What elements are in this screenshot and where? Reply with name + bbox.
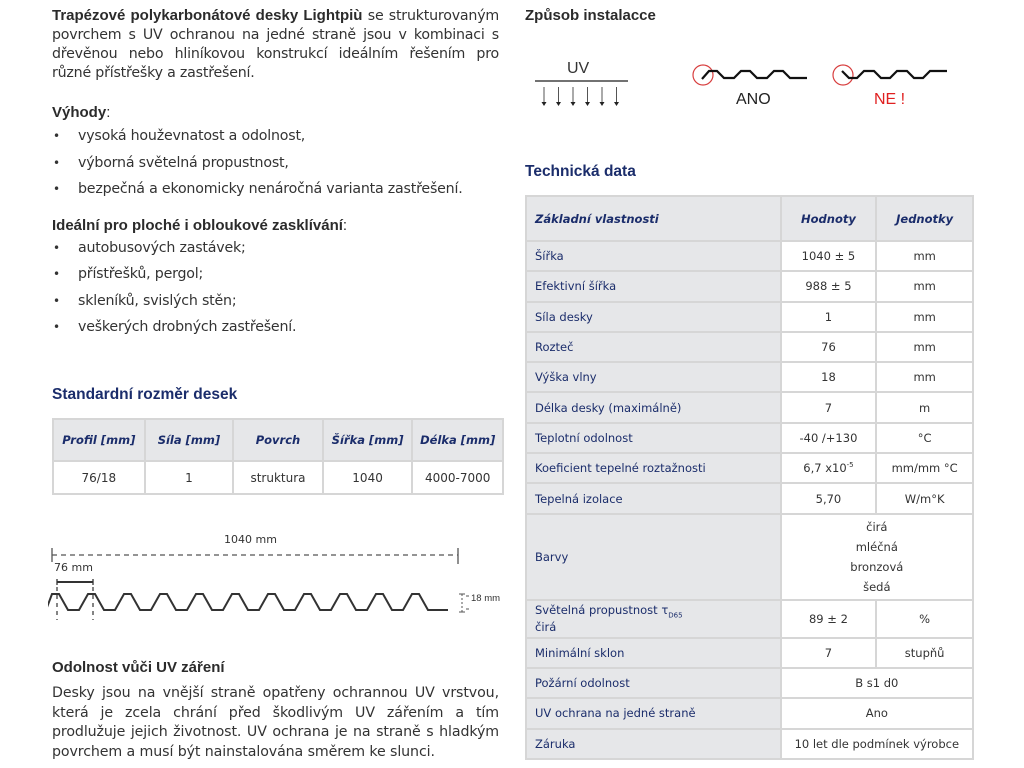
profile-drawing	[48, 530, 508, 620]
property-label: Síla desky	[526, 302, 781, 332]
property-value: 988 ± 5	[781, 271, 877, 301]
advantages-list	[52, 123, 499, 203]
property-value: Ano	[781, 698, 973, 728]
table-row	[526, 514, 973, 600]
property-unit: mm	[876, 332, 973, 362]
table-cell: 1	[145, 461, 234, 494]
table-header-row	[526, 196, 973, 241]
property-value: 1040 ± 5	[781, 241, 877, 271]
property-label: Minimální sklon	[526, 638, 781, 668]
table-header-row	[53, 419, 503, 461]
table-row	[526, 332, 973, 362]
table-row	[526, 302, 973, 332]
property-label: Rozteč	[526, 332, 781, 362]
property-label: Šířka	[526, 241, 781, 271]
table-row	[526, 729, 973, 759]
table-cell: 4000-7000	[412, 461, 503, 494]
property-unit: °C	[876, 423, 973, 453]
property-value: 7	[781, 392, 877, 422]
property-label: Požární odolnost	[526, 668, 781, 698]
list-item: • skleníků, svislých stěn;	[52, 288, 499, 315]
column-header: Jednotky	[876, 196, 973, 241]
property-unit: mm/mm °C	[876, 453, 973, 483]
uv-resistance-title: Odolnost vůči UV záření	[52, 659, 225, 676]
table-row	[526, 698, 973, 728]
correct-orientation-icon	[690, 62, 815, 92]
color-option: mléčná	[855, 539, 898, 554]
property-value: 89 ± 2	[781, 600, 877, 638]
intro-product-name: Trapézové polykarbonátové desky Lightpiù	[52, 7, 363, 24]
column-header: Šířka [mm]	[323, 419, 413, 461]
uv-ray-arrowhead	[542, 102, 547, 106]
column-header: Síla [mm]	[145, 419, 234, 461]
uv-ray-arrowhead	[600, 102, 605, 106]
list-item: • vysoká houževnatost a odolnost,	[52, 123, 499, 150]
property-unit: mm	[876, 362, 973, 392]
property-value: 5,70	[781, 483, 877, 513]
table-cell: struktura	[233, 461, 323, 494]
total-width-label: 1040 mm	[224, 533, 277, 546]
color-option: čirá	[866, 519, 888, 534]
property-value: 18	[781, 362, 877, 392]
table-row	[526, 392, 973, 422]
property-label: UV ochrana na jedné straně	[526, 698, 781, 728]
incorrect-install-diagram	[830, 62, 955, 112]
property-value: -40 /+130	[781, 423, 877, 453]
intro-text: se strukturovaným povrchem s UV ochranou na jedné straně jsou v kombinaci s dřevěnou nebo hliníkovou konstrukcí ideálním řešením pro různé přístřešky a zastřešení.	[52, 8, 500, 81]
list-item: • autobusových zastávek;	[52, 235, 499, 262]
property-unit: %	[876, 600, 973, 638]
pitch-label: 76 mm	[54, 561, 93, 574]
property-label: Záruka	[526, 729, 781, 759]
no-label: NE !	[874, 91, 906, 108]
technical-data-table	[525, 195, 974, 760]
left-column	[52, 6, 499, 341]
property-label: Tepelná izolace	[526, 483, 781, 513]
column-header: Hodnoty	[781, 196, 877, 241]
property-value: B s1 d0	[781, 668, 973, 698]
table-row	[53, 461, 503, 494]
table-row	[526, 362, 973, 392]
standard-size-table	[52, 418, 504, 495]
advantages-heading: Výhody:	[52, 104, 111, 121]
property-unit: W/m°K	[876, 483, 973, 513]
property-unit: stupňů	[876, 638, 973, 668]
property-label: Výška vlny	[526, 362, 781, 392]
property-unit: m	[876, 392, 973, 422]
property-value: 7	[781, 638, 877, 668]
column-header: Povrch	[233, 419, 323, 461]
uv-ray-arrowhead	[614, 102, 619, 106]
column-header: Profil [mm]	[53, 419, 145, 461]
property-label: Efektivní šířka	[526, 271, 781, 301]
intro-paragraph	[52, 6, 499, 83]
property-label: Délka desky (maximálně)	[526, 392, 781, 422]
table-row	[526, 483, 973, 513]
corrugated-profile-icon	[48, 530, 508, 620]
uv-ray-arrowhead	[571, 102, 576, 106]
technical-data-title: Technická data	[525, 163, 636, 180]
property-label: Světelná propustnost $\tau_{D65}$ čirá	[526, 600, 781, 638]
height-label: 18 mm	[471, 593, 501, 604]
property-value: 1	[781, 302, 877, 332]
ideal-heading: Ideální pro ploché i obloukové zasklívání:	[52, 216, 348, 234]
list-item: • bezpečná a ekonomicky nenáročná varianta zastřešení.	[52, 176, 499, 203]
table-cell: 76/18	[53, 461, 145, 494]
table-row	[526, 638, 973, 668]
property-value: 76	[781, 332, 877, 362]
table-row	[526, 241, 973, 271]
uv-ray-arrowhead	[585, 102, 590, 106]
uv-label: UV	[567, 60, 590, 77]
ideal-list	[52, 235, 499, 341]
color-values	[781, 514, 973, 600]
yes-label: ANO	[736, 91, 771, 108]
uv-rays-icon	[533, 58, 633, 113]
property-value: 10 let dle podmínek výrobce	[781, 729, 973, 759]
property-label: Koeficient tepelné roztažnosti	[526, 453, 781, 483]
table-row	[526, 453, 973, 483]
property-label: Barvy	[526, 514, 781, 600]
uv-diagram	[533, 58, 633, 113]
table-row	[526, 600, 973, 638]
list-item: • výborná světelná propustnost,	[52, 150, 499, 177]
list-item: • přístřešků, pergol;	[52, 261, 499, 288]
table-cell: 1040	[323, 461, 413, 494]
installation-title: Způsob instalacce	[525, 7, 656, 24]
property-unit: mm	[876, 271, 973, 301]
table-row	[526, 271, 973, 301]
uv-resistance-text: Desky jsou na vnější straně opatřeny ochrannou UV vrstvou, která je zcela chrání před škodlivým UV zářením a tím prodlužuje jejich životnost. UV ochrana je na straně s hladkým povrchem a musí být nainstalována směrem ke slunci.	[52, 685, 499, 760]
standard-size-title: Standardní rozměr desek	[52, 386, 238, 403]
uv-ray-arrowhead	[556, 102, 561, 106]
incorrect-orientation-icon	[830, 62, 955, 92]
property-label: Teplotní odolnost	[526, 423, 781, 453]
column-header: Délka [mm]	[412, 419, 503, 461]
property-unit: mm	[876, 241, 973, 271]
table-row	[526, 423, 973, 453]
property-value: 6,7 $x10^{-5}$	[781, 453, 877, 483]
color-option: šedá	[863, 579, 891, 594]
property-unit: mm	[876, 302, 973, 332]
color-option: bronzová	[850, 559, 904, 574]
correct-install-diagram	[690, 62, 815, 112]
list-item: • veškerých drobných zastřešení.	[52, 314, 499, 341]
table-row	[526, 668, 973, 698]
column-header: Základní vlastnosti	[526, 196, 781, 241]
